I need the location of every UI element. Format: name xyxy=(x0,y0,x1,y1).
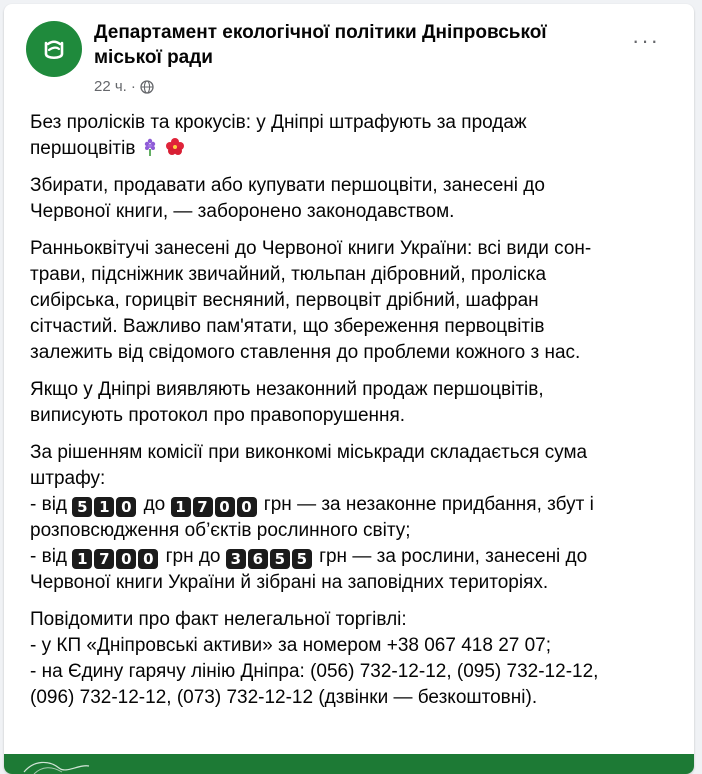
keycap-digit: 1 xyxy=(94,497,114,517)
keycap-digit: 3 xyxy=(226,549,246,569)
paragraph-fines: За рішенням комісії при виконкомі міськради складається сума штрафу: - від 5 1 0 до 1 7 0 0 грн — за незаконне придбання, збут і розповсюдження об’єктів рослинного світу; - від 1 7 0 0 грн до 3 6 5 5 грн — за рослини, занесені до Червоної книги України й зібрані на заповідних територіях. xyxy=(30,442,594,593)
image-decoration xyxy=(4,754,124,774)
post-time[interactable]: 22 ч. xyxy=(94,78,127,95)
keycap-digit: 7 xyxy=(94,549,114,569)
keycap-digit: 0 xyxy=(116,549,136,569)
leaf-logo-icon xyxy=(39,34,69,64)
paragraph-ban: Збирати, продавати або купувати першоцвіти, занесені до Червоної книги, — заборонено законодавством. xyxy=(30,175,545,222)
globe-icon xyxy=(140,80,154,94)
post-header xyxy=(4,4,694,104)
more-options-icon[interactable]: ··· xyxy=(632,28,660,53)
keycap-510 xyxy=(72,494,138,515)
keycap-digit: 0 xyxy=(215,497,235,517)
keycap-digit: 5 xyxy=(72,497,92,517)
paragraph-species: Ранньоквітучі занесені до Червоної книги України: всі види сон- трави, підсніжник звичайний, тюльпан дібровний, проліска сибірська, горицвіт весняний, первоцвіт дрібний, шафран сітчастий. Важливо пам'ятати, що збереження первоцвітів залежить від свідомого ставлення до проблеми кожного з нас. xyxy=(30,238,592,363)
paragraph-protocol: Якщо у Дніпрі виявляють незаконний продаж першоцвітів, виписують протокол про правопорушення. xyxy=(30,379,544,426)
meta-separator: · xyxy=(130,78,136,95)
post-card xyxy=(4,4,694,774)
keycap-digit: 7 xyxy=(193,497,213,517)
keycap-digit: 5 xyxy=(292,549,312,569)
paragraph-report: Повідомити про факт нелегальної торгівлі: - у КП «Дніпровські активи» за номером +38 067 418 27 07; - на Єдину гарячу лінію Дніпра: (056) 732-12-12, (095) 732-12-12, (096) 732-12-12, (073) 732-12-12 (дзвінки — безкоштовні). xyxy=(30,609,599,708)
post-image[interactable] xyxy=(4,754,694,774)
keycap-digit: 1 xyxy=(72,549,92,569)
page-name[interactable]: Департамент екологічної політики Дніпровської міської ради xyxy=(94,22,547,68)
keycap-digit: 6 xyxy=(248,549,268,569)
hyacinth-emoji-icon xyxy=(141,137,159,157)
post-meta xyxy=(94,78,154,95)
keycap-digit: 0 xyxy=(138,549,158,569)
keycap-digit: 1 xyxy=(171,497,191,517)
page-avatar[interactable] xyxy=(26,21,82,77)
keycap-3655 xyxy=(226,546,314,567)
keycap-digit: 5 xyxy=(270,549,290,569)
keycap-1700 xyxy=(72,546,160,567)
keycap-1700 xyxy=(171,494,259,515)
hibiscus-emoji-icon xyxy=(164,137,186,157)
paragraph-title: Без пролісків та крокусів: у Дніпрі штрафують за продаж першоцвітів xyxy=(30,112,527,159)
keycap-digit: 0 xyxy=(237,497,257,517)
keycap-digit: 0 xyxy=(116,497,136,517)
post-text xyxy=(30,110,670,722)
